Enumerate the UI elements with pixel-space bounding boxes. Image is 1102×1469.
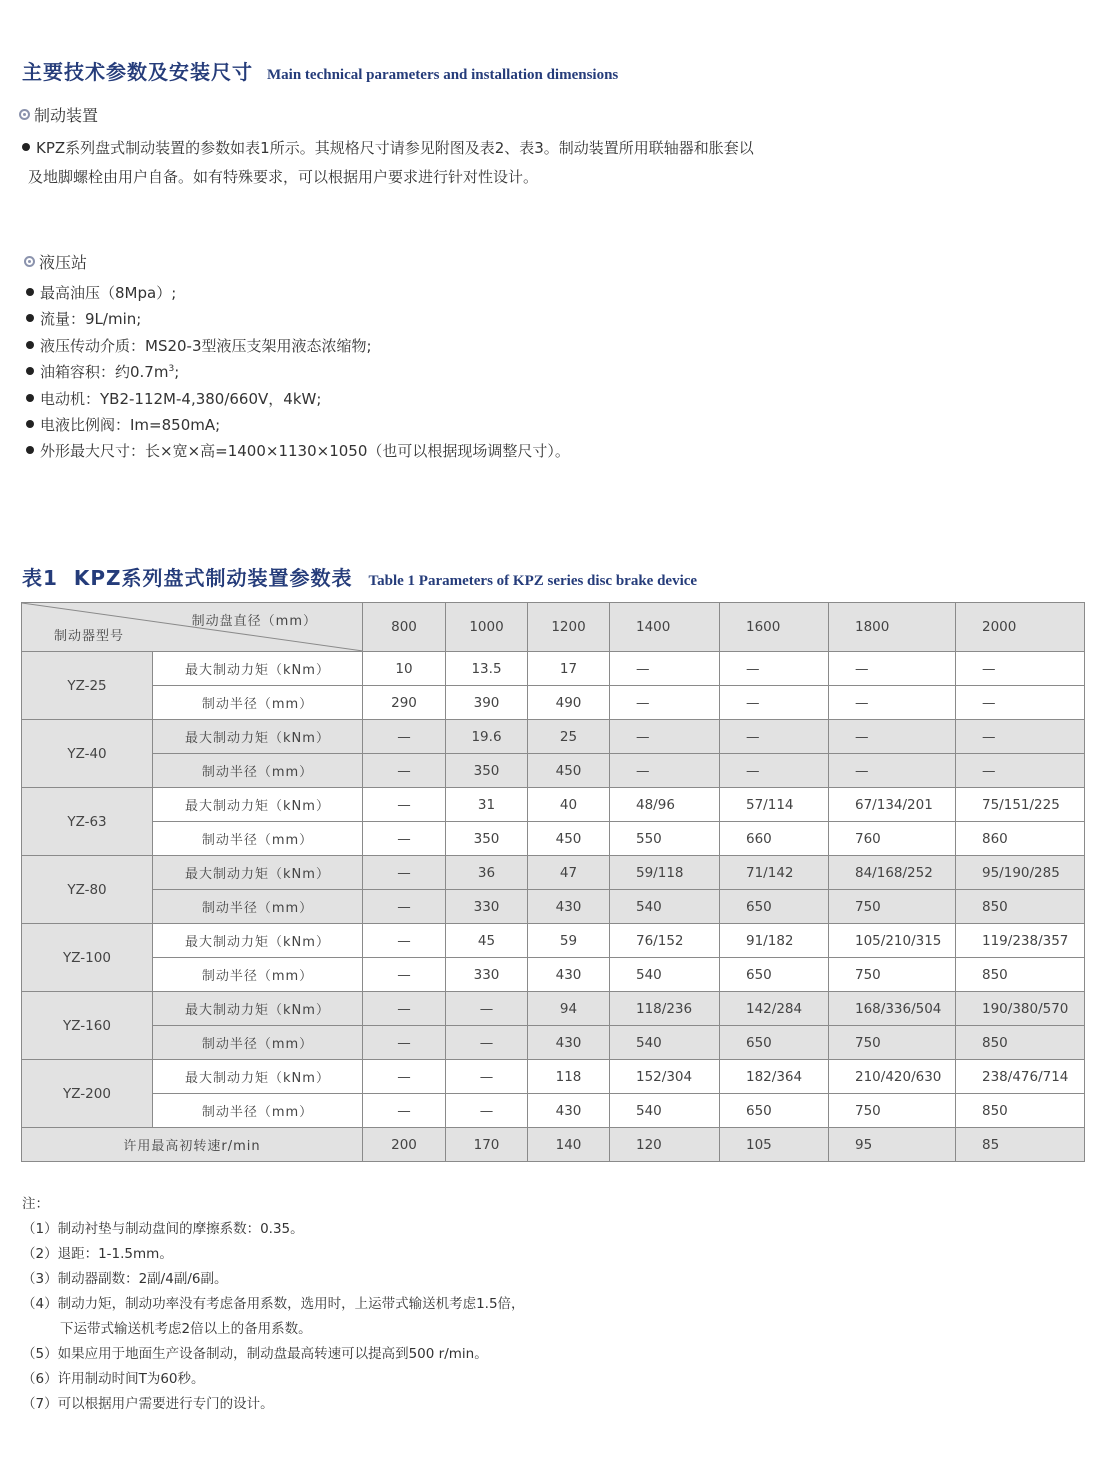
torque-label-cell: 最大制动力矩（kNm） (153, 924, 363, 958)
torque-value-cell: 57/114 (720, 788, 829, 822)
torque-value-cell: 31 (446, 788, 528, 822)
torque-value-cell: 59/118 (610, 856, 720, 890)
torque-value-cell: — (363, 924, 446, 958)
bullet-icon (26, 446, 34, 454)
speed-label-cell: 许用最高初转速r/min (22, 1128, 363, 1162)
spec-text: 流量：9L/min; (40, 310, 142, 329)
diameter-header: 2000 (956, 603, 1085, 652)
notes-title: 注： (22, 1196, 49, 1212)
torque-value-cell: 13.5 (446, 652, 528, 686)
parameters-table (21, 602, 1085, 1162)
torque-value-cell: 47 (528, 856, 610, 890)
radius-label-cell: 制动半径（mm） (153, 1026, 363, 1060)
radius-value-cell: 850 (956, 890, 1085, 924)
torque-value-cell: 182/364 (720, 1060, 829, 1094)
radius-value-cell: 760 (829, 822, 956, 856)
torque-value-cell: — (363, 788, 446, 822)
radius-value-cell: 750 (829, 890, 956, 924)
note-item: （5）如果应用于地面生产设备制动，制动盘最高转速可以提高到500 r/min。 (22, 1346, 488, 1362)
table-row (22, 890, 1085, 924)
spec-text: 电动机：YB2-112M-4,380/660V，4kW; (40, 389, 322, 408)
bullet-icon (26, 341, 34, 349)
torque-value-cell: — (829, 652, 956, 686)
torque-value-cell: 36 (446, 856, 528, 890)
brake-model-cell: YZ-63 (22, 788, 153, 856)
radius-label-cell: 制动半径（mm） (153, 890, 363, 924)
bullet-icon (26, 420, 34, 428)
superscript: 3 (168, 364, 175, 375)
brake-section-title (19, 103, 98, 126)
speed-value-cell: 120 (610, 1128, 720, 1162)
radius-value-cell: 660 (720, 822, 829, 856)
radius-value-cell: — (363, 754, 446, 788)
table-row (22, 1026, 1085, 1060)
radius-value-cell: 290 (363, 686, 446, 720)
note-item: （4）制动力矩，制动功率没有考虑备用系数，选用时，上运带式输送机考虑1.5倍， (22, 1296, 525, 1312)
spec-text: 液压传动介质：MS20-3型液压支架用液态浓缩物; (40, 336, 372, 355)
torque-value-cell: 75/151/225 (956, 788, 1085, 822)
brake-description (22, 134, 754, 192)
radius-value-cell: 850 (956, 1026, 1085, 1060)
torque-value-cell: 40 (528, 788, 610, 822)
page-title-cn: 主要技术参数及安装尺寸 (22, 60, 253, 84)
radius-value-cell: 350 (446, 754, 528, 788)
radius-value-cell: — (956, 754, 1085, 788)
torque-value-cell: 10 (363, 652, 446, 686)
bullet-icon (26, 288, 34, 296)
table-row (22, 992, 1085, 1026)
hydraulic-section-title-text: 液压站 (39, 253, 88, 272)
radius-value-cell: 540 (610, 890, 720, 924)
radius-value-cell: — (720, 686, 829, 720)
diameter-header: 1800 (829, 603, 956, 652)
list-item (26, 359, 570, 385)
radius-value-cell: — (446, 1094, 528, 1128)
torque-value-cell: 19.6 (446, 720, 528, 754)
radius-value-cell: 430 (528, 958, 610, 992)
torque-value-cell: 71/142 (720, 856, 829, 890)
torque-value-cell: 210/420/630 (829, 1060, 956, 1094)
torque-value-cell: 119/238/357 (956, 924, 1085, 958)
radius-value-cell: 850 (956, 1094, 1085, 1128)
note-item: （7）可以根据用户需要进行专门的设计。 (22, 1396, 274, 1412)
torque-value-cell: — (610, 720, 720, 754)
torque-value-cell: — (610, 652, 720, 686)
torque-value-cell: 95/190/285 (956, 856, 1085, 890)
page-heading (22, 56, 618, 85)
torque-label-cell: 最大制动力矩（kNm） (153, 788, 363, 822)
radius-value-cell: 650 (720, 1094, 829, 1128)
radius-value-cell: — (363, 1094, 446, 1128)
table-row (22, 1094, 1085, 1128)
diameter-header: 1200 (528, 603, 610, 652)
note-item: （6）许用制动时间T为60秒。 (22, 1371, 205, 1387)
radius-value-cell: — (720, 754, 829, 788)
radius-value-cell: — (610, 754, 720, 788)
table-row (22, 1060, 1085, 1094)
note-item: 下运带式输送机考虑2倍以上的备用系数。 (60, 1321, 312, 1337)
spec-suffix: ; (174, 363, 180, 382)
torque-value-cell: 76/152 (610, 924, 720, 958)
diameter-header: 1600 (720, 603, 829, 652)
note-item: （3）制动器副数：2副/4副/6副。 (22, 1271, 228, 1287)
radius-value-cell: 350 (446, 822, 528, 856)
radius-value-cell: — (363, 890, 446, 924)
radius-label-cell: 制动半径（mm） (153, 754, 363, 788)
torque-value-cell: — (720, 652, 829, 686)
torque-value-cell: — (956, 652, 1085, 686)
spec-text: 外形最大尺寸：长×宽×高=1400×1130×1050（也可以根据现场调整尺寸）。 (40, 442, 570, 461)
note-item: （1）制动衬垫与制动盘间的摩擦系数：0.35。 (22, 1221, 304, 1237)
torque-value-cell: 118/236 (610, 992, 720, 1026)
radius-value-cell: — (363, 822, 446, 856)
list-item (26, 438, 570, 464)
radius-value-cell: 390 (446, 686, 528, 720)
radius-label-cell: 制动半径（mm） (153, 822, 363, 856)
spec-text: 最高油压（8Mpa）; (40, 284, 177, 302)
list-item (26, 412, 570, 438)
radius-value-cell: 450 (528, 754, 610, 788)
table1-heading (22, 562, 697, 591)
list-item (26, 386, 570, 412)
radius-value-cell: 850 (956, 958, 1085, 992)
torque-label-cell: 最大制动力矩（kNm） (153, 992, 363, 1026)
diameter-header: 1000 (446, 603, 528, 652)
torque-value-cell: 67/134/201 (829, 788, 956, 822)
radius-value-cell: 330 (446, 958, 528, 992)
radius-value-cell: — (363, 1026, 446, 1060)
torque-value-cell: 91/182 (720, 924, 829, 958)
radius-value-cell: — (829, 754, 956, 788)
speed-row (22, 1128, 1085, 1162)
header-disc-diameter: 制动盘直径（mm） (191, 614, 317, 629)
torque-label-cell: 最大制动力矩（kNm） (153, 720, 363, 754)
diameter-header: 1400 (610, 603, 720, 652)
radius-value-cell: 330 (446, 890, 528, 924)
torque-value-cell: — (363, 1060, 446, 1094)
torque-value-cell: 142/284 (720, 992, 829, 1026)
table-row (22, 720, 1085, 754)
notes-section (22, 1192, 525, 1417)
circle-bullet-icon (19, 109, 30, 120)
torque-value-cell: 238/476/714 (956, 1060, 1085, 1094)
bullet-icon (26, 367, 34, 375)
table-row (22, 652, 1085, 686)
radius-value-cell: 430 (528, 1094, 610, 1128)
torque-value-cell: — (829, 720, 956, 754)
bullet-icon (26, 394, 34, 402)
brake-model-cell: YZ-25 (22, 652, 153, 720)
radius-value-cell: — (829, 686, 956, 720)
torque-value-cell: — (720, 720, 829, 754)
radius-label-cell: 制动半径（mm） (153, 1094, 363, 1128)
torque-value-cell: 168/336/504 (829, 992, 956, 1026)
radius-value-cell: 650 (720, 958, 829, 992)
table-row (22, 754, 1085, 788)
torque-value-cell: — (446, 1060, 528, 1094)
speed-value-cell: 95 (829, 1128, 956, 1162)
table-row (22, 822, 1085, 856)
radius-value-cell: 750 (829, 958, 956, 992)
hydraulic-spec-list (26, 280, 570, 465)
page-title-en: Main technical parameters and installation dimensions (267, 67, 619, 83)
spec-text: 油箱容积：约0.7m (40, 363, 169, 382)
radius-value-cell: 450 (528, 822, 610, 856)
radius-value-cell: 540 (610, 1026, 720, 1060)
torque-label-cell: 最大制动力矩（kNm） (153, 856, 363, 890)
radius-value-cell: — (956, 686, 1085, 720)
list-item (26, 306, 570, 332)
brake-model-cell: YZ-40 (22, 720, 153, 788)
brake-model-cell: YZ-80 (22, 856, 153, 924)
radius-value-cell: 540 (610, 958, 720, 992)
torque-value-cell: 190/380/570 (956, 992, 1085, 1026)
list-item (26, 333, 570, 359)
circle-bullet-icon (24, 256, 35, 267)
speed-value-cell: 170 (446, 1128, 528, 1162)
radius-value-cell: 750 (829, 1094, 956, 1128)
torque-value-cell: 45 (446, 924, 528, 958)
torque-value-cell: 152/304 (610, 1060, 720, 1094)
torque-value-cell: 84/168/252 (829, 856, 956, 890)
torque-value-cell: 59 (528, 924, 610, 958)
hydraulic-section-title (24, 250, 87, 273)
table1-title-en: Table 1 Parameters of KPZ series disc brake device (368, 573, 698, 589)
torque-label-cell: 最大制动力矩（kNm） (153, 1060, 363, 1094)
bullet-icon (26, 314, 34, 322)
table-row (22, 788, 1085, 822)
table-row (22, 958, 1085, 992)
radius-value-cell: — (363, 958, 446, 992)
torque-value-cell: 25 (528, 720, 610, 754)
radius-value-cell: 650 (720, 1026, 829, 1060)
torque-value-cell: 105/210/315 (829, 924, 956, 958)
speed-value-cell: 200 (363, 1128, 446, 1162)
torque-value-cell: 48/96 (610, 788, 720, 822)
table-row (22, 924, 1085, 958)
radius-value-cell: 430 (528, 890, 610, 924)
torque-value-cell: 94 (528, 992, 610, 1026)
radius-value-cell: 540 (610, 1094, 720, 1128)
radius-value-cell: 550 (610, 822, 720, 856)
torque-value-cell: — (956, 720, 1085, 754)
torque-label-cell: 最大制动力矩（kNm） (153, 652, 363, 686)
torque-value-cell: — (363, 856, 446, 890)
list-item (26, 280, 570, 306)
table-corner-header (22, 603, 363, 652)
torque-value-cell: — (363, 992, 446, 1026)
radius-value-cell: 430 (528, 1026, 610, 1060)
table-row (22, 686, 1085, 720)
radius-value-cell: 650 (720, 890, 829, 924)
spec-text: 电液比例阀：Im=850mA; (40, 415, 221, 434)
table-row (22, 856, 1085, 890)
speed-value-cell: 105 (720, 1128, 829, 1162)
brake-model-cell: YZ-160 (22, 992, 153, 1060)
radius-value-cell: — (446, 1026, 528, 1060)
brake-section-title-text: 制动装置 (34, 106, 99, 125)
torque-value-cell: — (363, 720, 446, 754)
radius-value-cell: 490 (528, 686, 610, 720)
radius-value-cell: 750 (829, 1026, 956, 1060)
torque-value-cell: 17 (528, 652, 610, 686)
brake-model-cell: YZ-200 (22, 1060, 153, 1128)
radius-label-cell: 制动半径（mm） (153, 686, 363, 720)
brake-model-cell: YZ-100 (22, 924, 153, 992)
radius-value-cell: 860 (956, 822, 1085, 856)
radius-label-cell: 制动半径（mm） (153, 958, 363, 992)
diameter-header: 800 (363, 603, 446, 652)
radius-value-cell: — (610, 686, 720, 720)
table-header-row (22, 603, 1085, 652)
speed-value-cell: 85 (956, 1128, 1085, 1162)
bullet-icon (22, 143, 30, 151)
torque-value-cell: — (446, 992, 528, 1026)
header-brake-model: 制动器型号 (54, 629, 125, 644)
speed-value-cell: 140 (528, 1128, 610, 1162)
note-item: （2）退距：1-1.5mm。 (22, 1246, 173, 1262)
table1-title-cn: 表1 KPZ系列盘式制动装置参数表 (22, 566, 353, 590)
brake-description-line2: 及地脚螺栓由用户自备。如有特殊要求，可以根据用户要求进行针对性设计。 (28, 168, 539, 186)
torque-value-cell: 118 (528, 1060, 610, 1094)
brake-description-line1: KPZ系列盘式制动装置的参数如表1所示。其规格尺寸请参见附图及表2、表3。制动装置所用联轴器和胀套以 (36, 139, 754, 157)
